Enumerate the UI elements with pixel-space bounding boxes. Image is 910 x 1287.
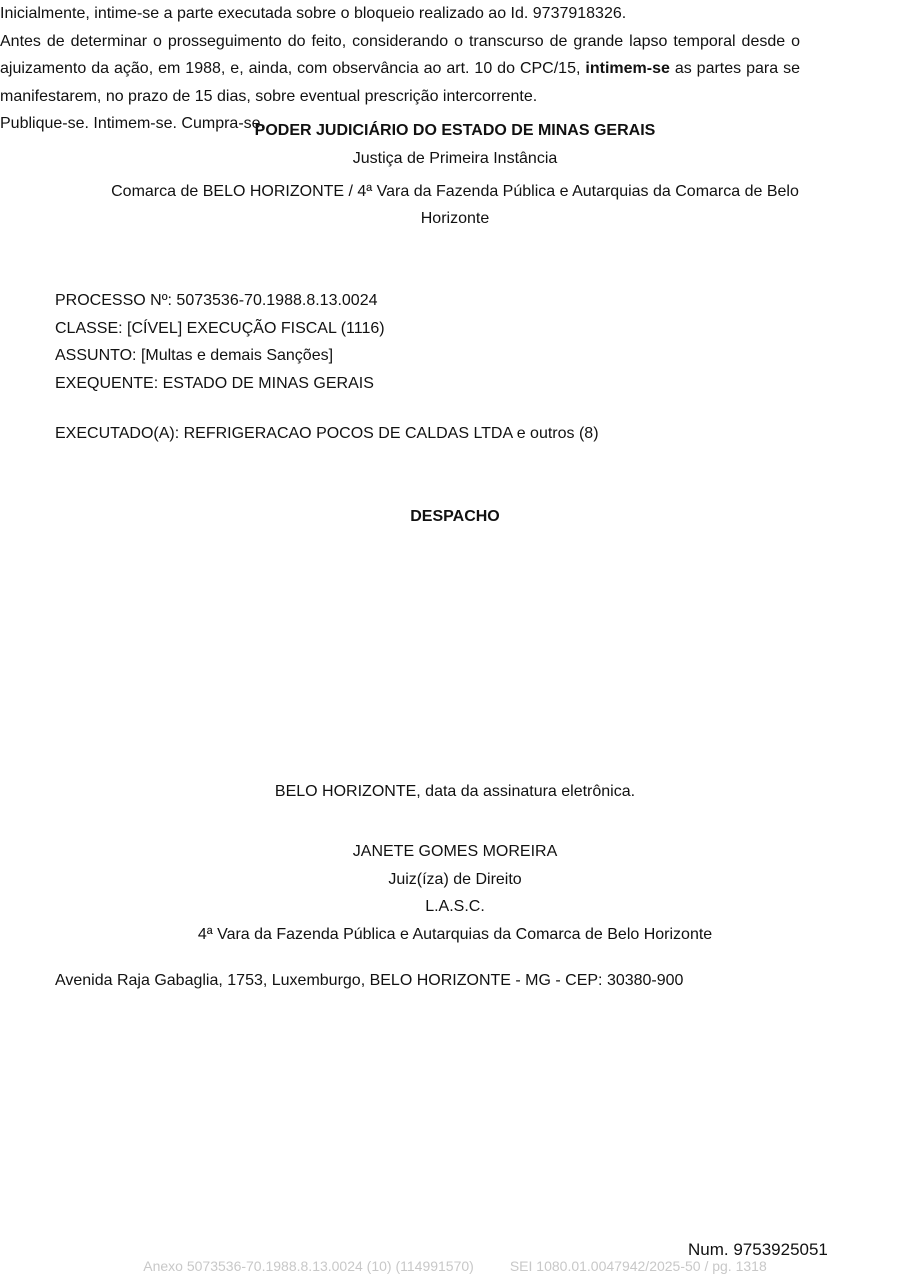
footer-sei: SEI 1080.01.0047942/2025-50 / pg. 1318 — [509, 1258, 767, 1274]
processo-number: PROCESSO Nº: 5073536-70.1988.8.13.0024 — [55, 292, 378, 309]
comarca-line: Comarca de BELO HORIZONTE / 4ª Vara da Fazenda Pública e Autarquias da Comarca de Belo Horizonte — [111, 183, 799, 227]
court-address: Avenida Raja Gabaglia, 1753, Luxemburgo, BELO HORIZONTE - MG - CEP: 30380-900 — [55, 972, 684, 989]
judge-role: Juiz(íza) de Direito — [388, 870, 522, 888]
executado: EXECUTADO(A): REFRIGERACAO POCOS DE CALDAS LTDA e outros (8) — [55, 425, 599, 442]
signature-block — [0, 838, 910, 948]
instance-line: Justiça de Primeira Instância — [352, 150, 558, 167]
footer-annex: Anexo 5073536-70.1988.8.13.0024 (10) (114991570) — [143, 1258, 474, 1274]
judge-name: JANETE GOMES MOREIRA — [352, 843, 558, 860]
case-subject: ASSUNTO: [Multas e demais Sanções] — [55, 347, 334, 364]
court-title: PODER JUDICIÁRIO DO ESTADO DE MINAS GERAIS — [254, 122, 656, 139]
case-metadata — [55, 287, 385, 397]
paragraph-2-emphasis: intimem-se — [585, 60, 670, 77]
paragraph-2 — [0, 28, 800, 111]
paragraph-2-end: as partes para se manifestarem, no prazo de 15 dias, sobre eventual prescrição intercorrente. — [0, 60, 801, 105]
clerk-initials: L.A.S.C. — [425, 898, 485, 915]
exequente: EXEQUENTE: ESTADO DE MINAS GERAIS — [55, 374, 374, 392]
dispatch-body — [0, 0, 800, 138]
case-class: CLASSE: [CÍVEL] EXECUÇÃO FISCAL (1116) — [55, 319, 385, 337]
paragraph-1: Inicialmente, intime-se a parte executada sobre o bloqueio realizado ao Id. 9737918326. — [0, 5, 627, 22]
document-title: DESPACHO — [410, 508, 500, 525]
place-date: BELO HORIZONTE, data da assinatura eletrônica. — [274, 783, 636, 800]
footer — [0, 1258, 910, 1274]
paragraph-2-start: Antes de determinar o prosseguimento do feito, considerando o transcurso de grande lapso temporal desde o ajuizamento da ação, em 1988, e, ainda, com observância ao art. 10 do CPC/15, — [0, 32, 800, 77]
paragraph-3: Publique-se. Intimem-se. Cumpra-se. — [0, 115, 265, 132]
court-name: 4ª Vara da Fazenda Pública e Autarquias da Comarca de Belo Horizonte — [197, 925, 713, 943]
document-number: Num. 9753925051 — [688, 1240, 828, 1259]
